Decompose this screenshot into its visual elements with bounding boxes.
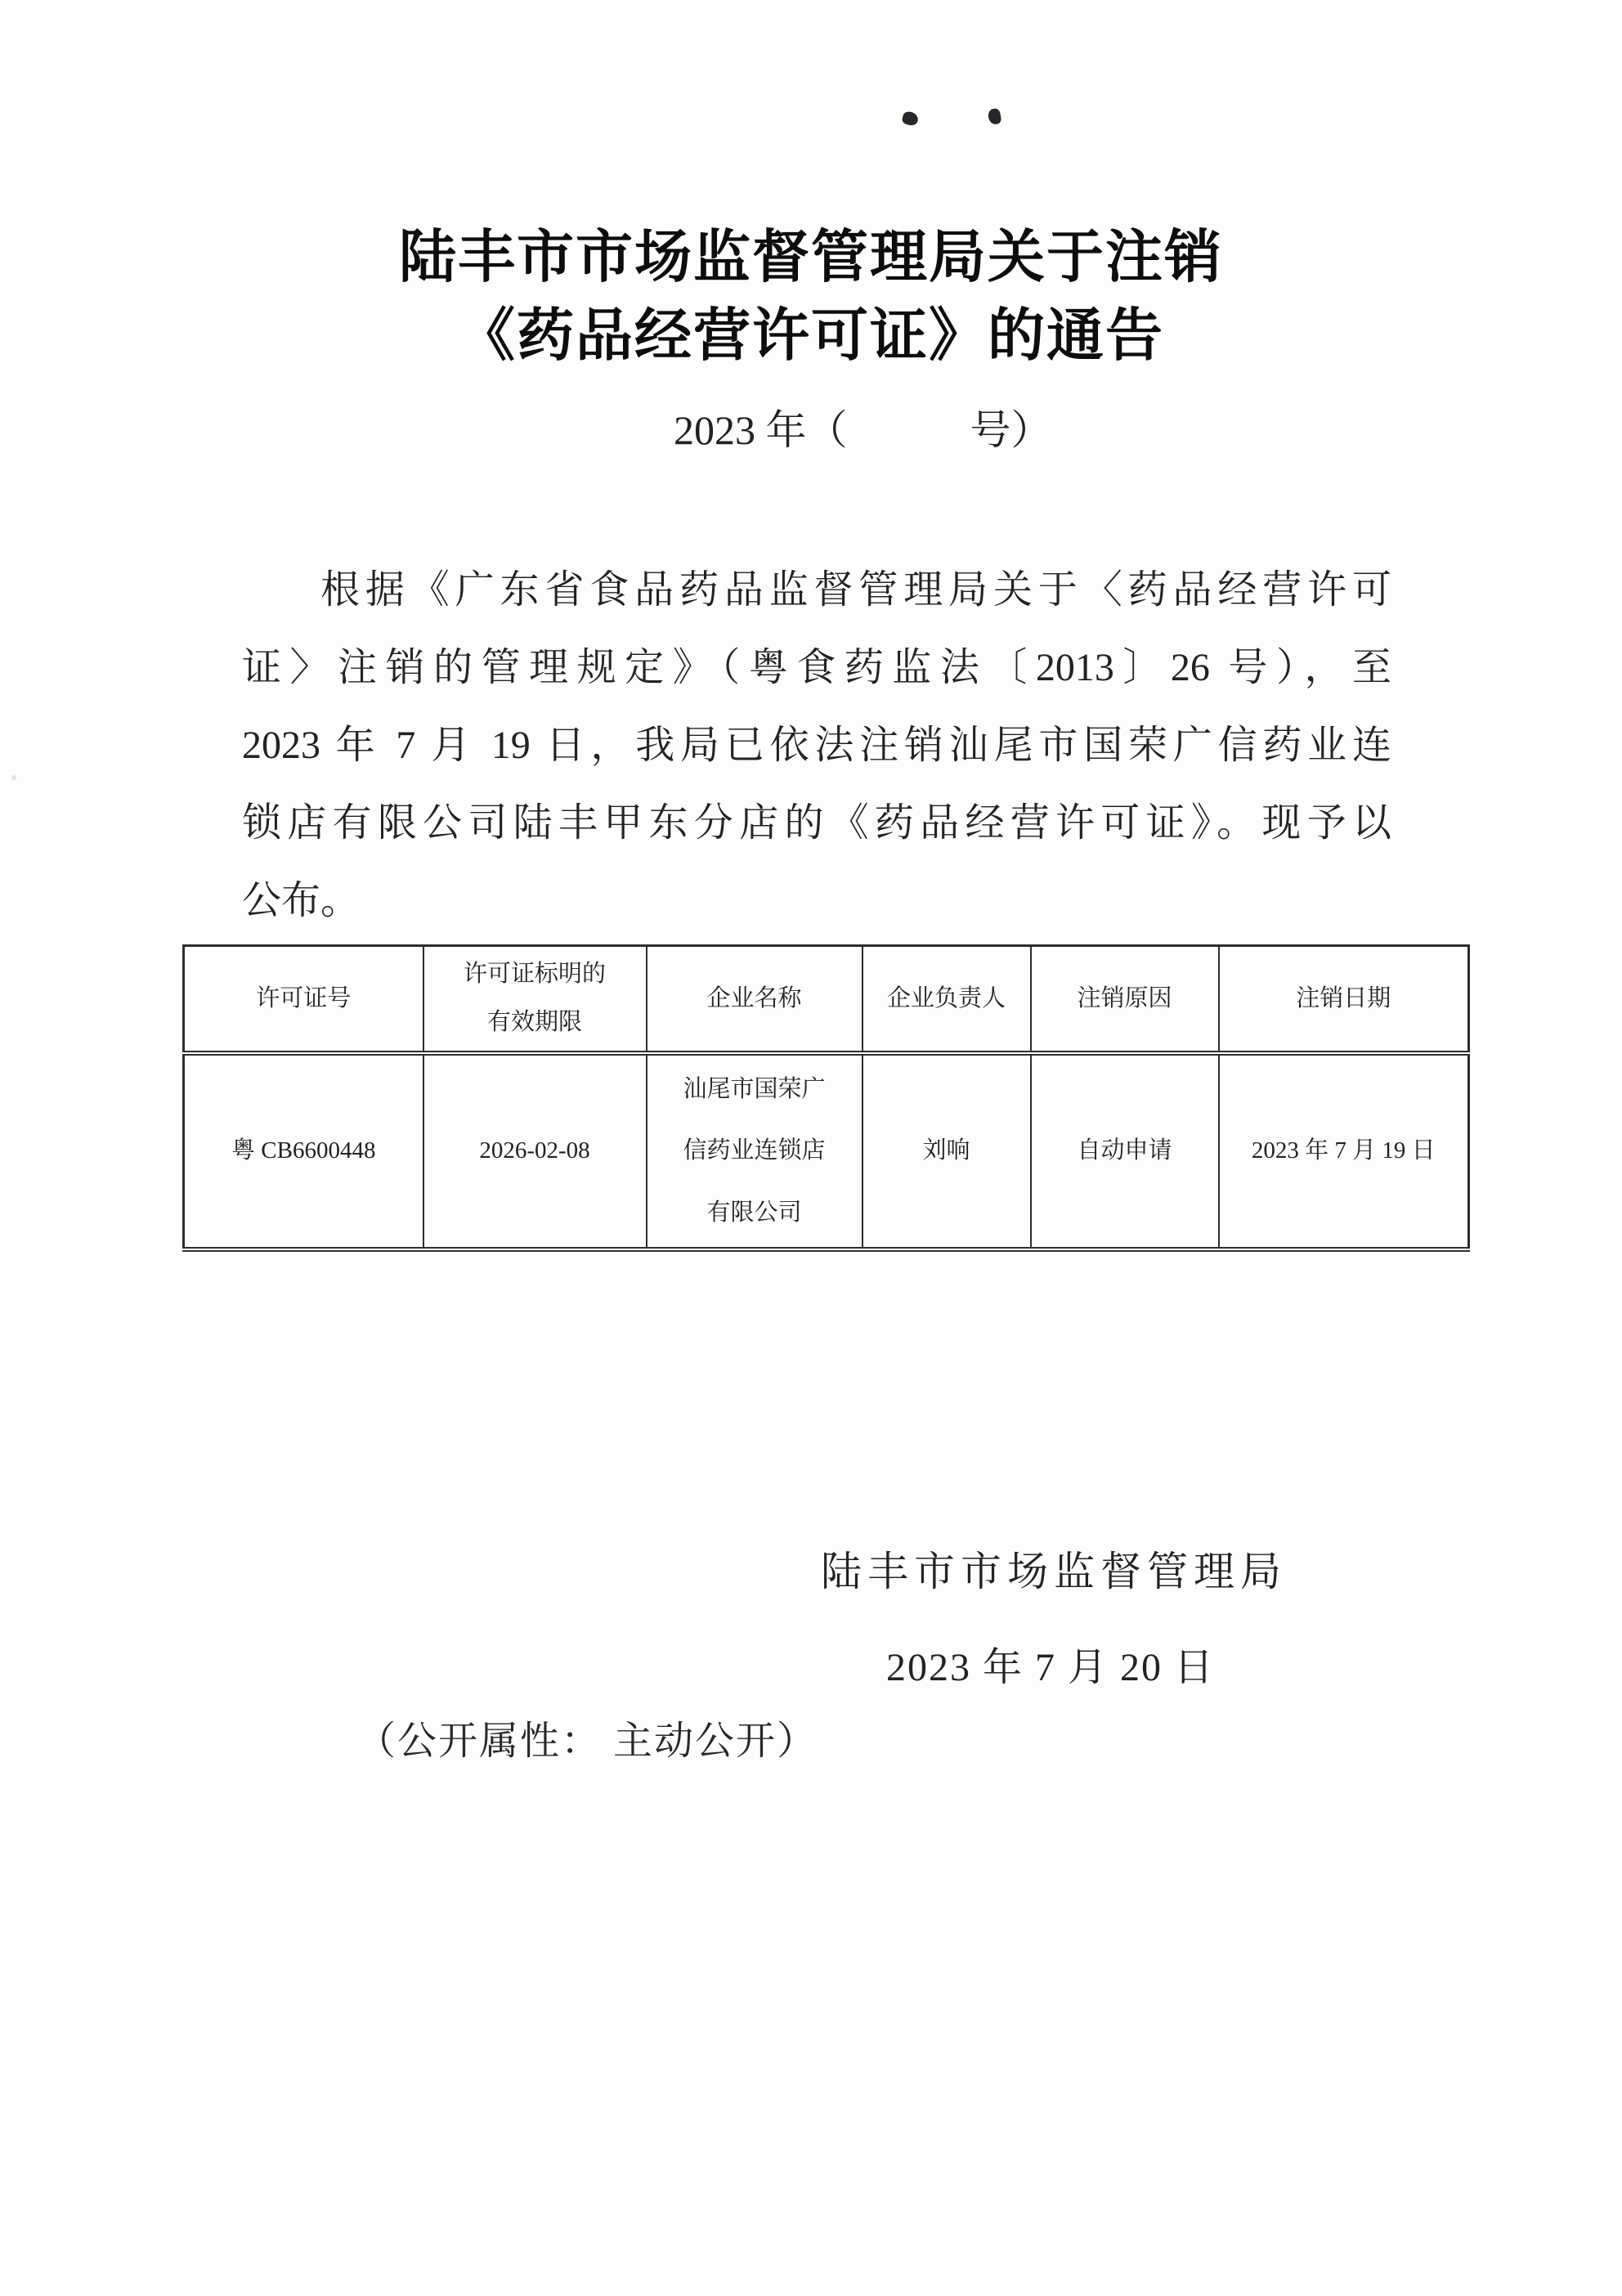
paper-speck [11,775,16,780]
publicity-note: （公开属性： 主动公开） [356,1720,818,1763]
body-line-5: 公布。 [242,879,361,922]
cell-license-no: 粤 CB6600448 [184,1053,423,1249]
header-license-no: 许可证号 [184,946,423,1053]
cell-company-head: 刘响 [863,1053,1031,1249]
table-row [184,1053,1469,1249]
body-line-3: 2023 年 7 月 19 日，我局已依法注销汕尾市国荣广信药业连 [242,724,1391,767]
body-line-2: 证〉注销的管理规定》（粤食药监法〔2013〕26 号），至 [242,646,1391,689]
signature-issuer: 陆丰市市场监督管理局 [821,1549,1287,1594]
ink-speck-left [901,110,919,127]
body-line-4: 锁店有限公司陆丰甲东分店的《药品经营许可证》。现予以 [242,801,1391,845]
doc-number: 2023 年（ 号） [674,407,1052,453]
cell-company-name-text: 汕尾市国荣广信药业连锁店有限公司 [683,1075,826,1226]
cell-company-name [647,1053,863,1249]
cell-cancel-reason: 自动申请 [1031,1053,1219,1249]
header-cancel-reason: 注销原因 [1031,946,1219,1053]
header-validity-period [423,946,647,1053]
header-company-head: 企业负责人 [863,946,1031,1053]
license-cancellation-table [182,944,1470,1252]
title-line-2: 《药品经营许可证》的通告 [458,305,1164,368]
ink-speck-right [988,108,1002,125]
signature-date: 2023 年 7 月 20 日 [886,1646,1216,1689]
header-company-name: 企业名称 [647,946,863,1053]
notice-body [242,551,1391,939]
cell-cancel-date: 2023 年 7 月 19 日 [1219,1053,1469,1249]
table-header-row [184,946,1469,1053]
header-cancel-date: 注销日期 [1219,946,1469,1053]
page-title [0,219,1622,376]
header-validity-text: 许可证标明的有效期限 [463,961,606,1036]
cell-validity-period: 2026-02-08 [423,1053,647,1249]
body-line-1: 根据《广东省食品药品监督管理局关于〈药品经营许可 [320,568,1391,612]
title-line-1: 陆丰市市场监督管理局关于注销 [399,226,1223,289]
